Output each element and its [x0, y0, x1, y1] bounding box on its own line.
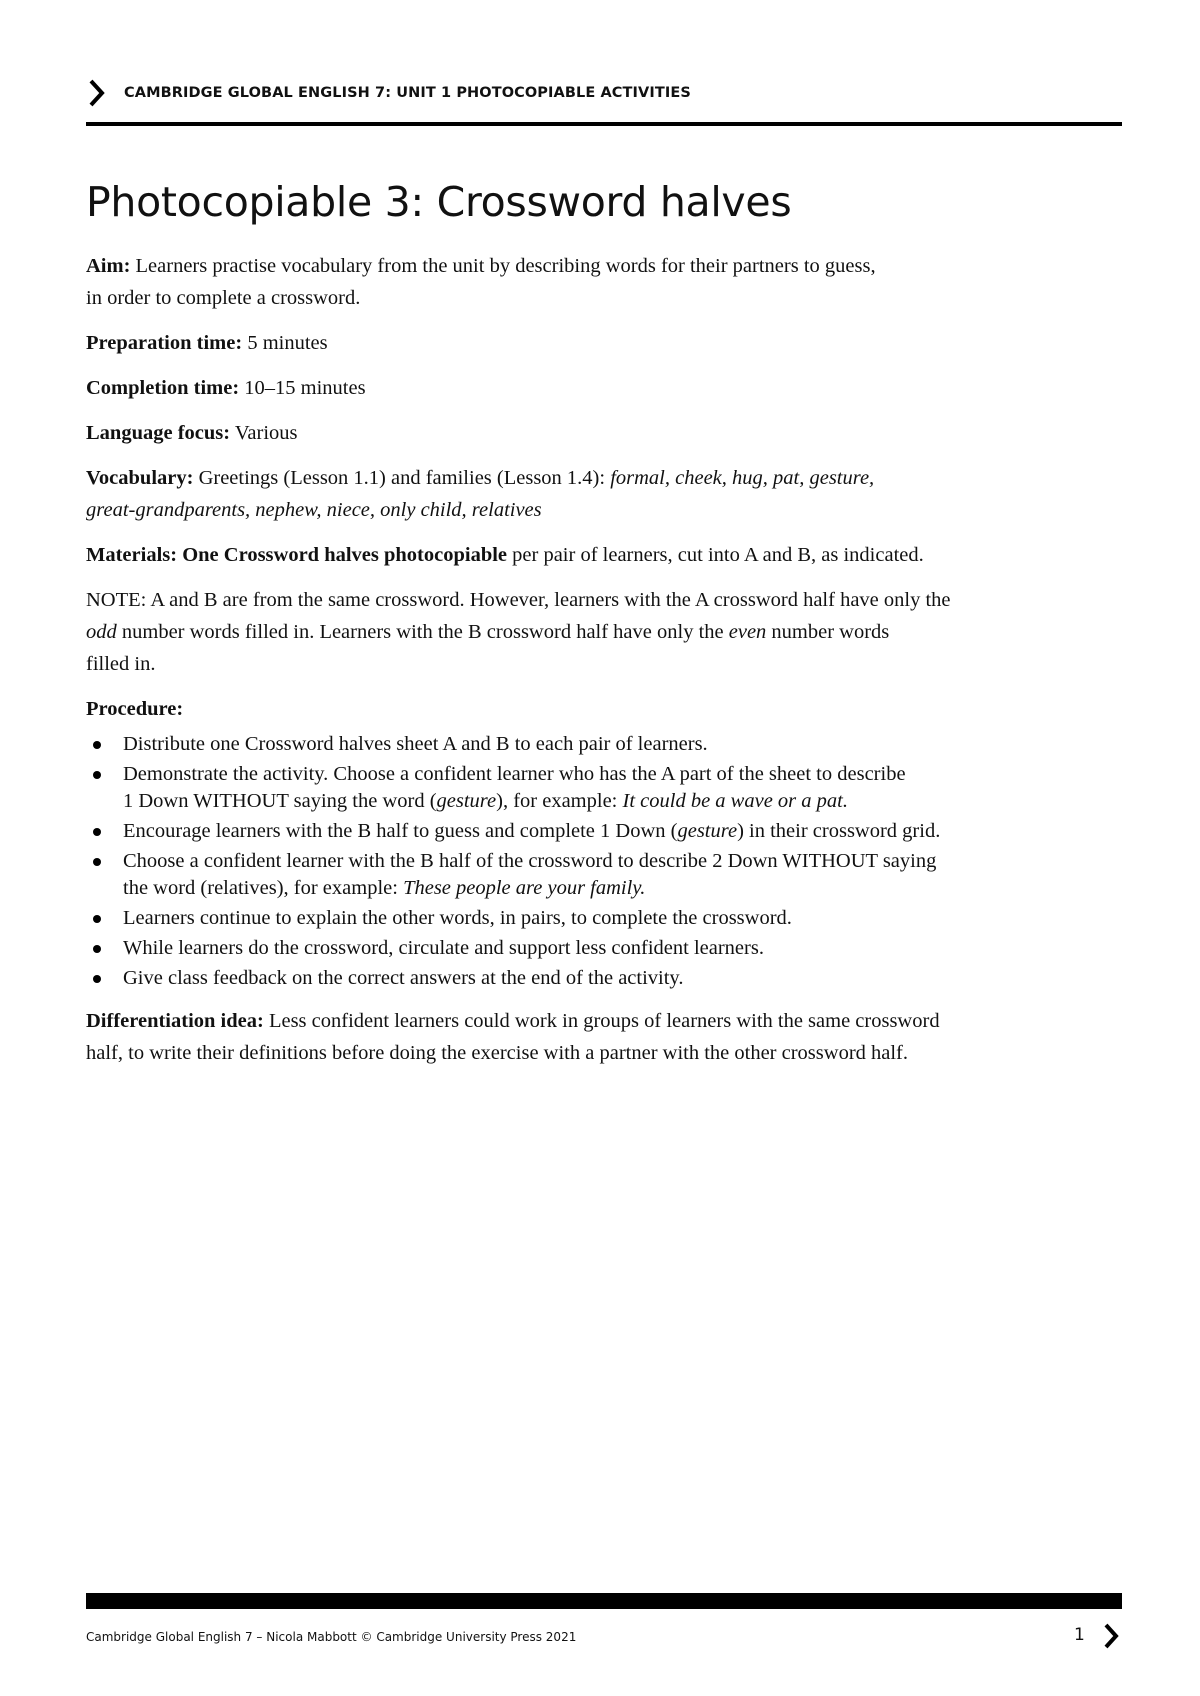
list-item [86, 818, 1126, 845]
vocabulary-words-1: formal, cheek, hug, pat, gesture, [610, 467, 875, 489]
procedure-item-line1: Choose a confident learner with the B half of the crossword to describe 2 Down WITHOUT saying [123, 850, 937, 872]
completion-label: Completion time: [86, 377, 240, 399]
differentiation-paragraph [86, 1005, 1126, 1069]
aim-paragraph [86, 250, 1126, 314]
procedure-heading [86, 693, 1126, 725]
footer-text: Cambridge Global English 7 – Nicola Mabbott © Cambridge University Press 2021 [86, 1630, 577, 1644]
procedure-item-text: Give class feedback on the correct answers at the end of the activity. [123, 967, 684, 989]
bullet-icon [93, 858, 101, 866]
running-header [86, 78, 1122, 118]
chevron-right-icon [86, 78, 108, 108]
procedure-item-pre: Encourage learners with the B half to guess and complete 1 Down ( [123, 820, 678, 842]
note-paragraph [86, 584, 1126, 680]
procedure-item-text: While learners do the crossword, circulate and support less confident learners. [123, 937, 764, 959]
materials-bold: Crossword halves photocopiable [223, 544, 508, 566]
header-rule [86, 122, 1122, 126]
procedure-item-example: These people are your family. [403, 877, 646, 899]
preparation-label: Preparation time: [86, 332, 243, 354]
differentiation-line1: Less confident learners could work in groups of learners with the same crossword [268, 1010, 940, 1032]
bullet-icon [93, 915, 101, 923]
differentiation-line2: half, to write their definitions before doing the exercise with a partner with the other crossword half. [86, 1042, 909, 1064]
bullet-icon [93, 828, 101, 836]
aim-label: Aim: [86, 255, 131, 277]
preparation-value: 5 minutes [247, 332, 328, 354]
materials-label: Materials: [86, 544, 178, 566]
procedure-item-pre: the word (relatives), for example: [123, 877, 398, 899]
procedure-item-pre: 1 Down WITHOUT saying the word ( [123, 790, 437, 812]
bullet-icon [93, 741, 101, 749]
note-text-2: number words filled in. Learners with the B crossword half have only the [121, 621, 724, 643]
procedure-label: Procedure: [86, 698, 184, 720]
procedure-item-italic: gesture [677, 820, 738, 842]
chevron-right-icon [1102, 1622, 1122, 1650]
procedure-item-mid: ), for example: [496, 790, 618, 812]
note-text-3: number words [771, 621, 890, 643]
header-text: CAMBRIDGE GLOBAL ENGLISH 7: UNIT 1 PHOTOCOPIABLE ACTIVITIES [124, 85, 691, 101]
vocabulary-paragraph [86, 462, 1126, 526]
completion-paragraph [86, 372, 1126, 404]
vocabulary-words-2: great-grandparents, nephew, niece, only child, relatives [86, 499, 542, 521]
note-text-1: NOTE: A and B are from the same crossword. However, learners with the A crossword half have only the [86, 589, 951, 611]
procedure-item-text: Distribute one Crossword halves sheet A and B to each pair of learners. [123, 733, 708, 755]
language-value: Various [234, 422, 298, 444]
aim-text-line2: in order to complete a crossword. [86, 287, 361, 309]
procedure-item-italic: gesture [436, 790, 497, 812]
list-item [86, 965, 1126, 992]
completion-value: 10–15 minutes [244, 377, 366, 399]
note-odd: odd [86, 621, 117, 643]
procedure-item-line1: Demonstrate the activity. Choose a confident learner who has the A part of the sheet to describe [123, 763, 906, 785]
materials-pre: One [182, 544, 219, 566]
list-item [86, 935, 1126, 962]
page-number: 1 [1074, 1625, 1085, 1645]
page-title: Photocopiable 3: Crossword halves [86, 178, 792, 226]
vocabulary-label: Vocabulary: [86, 467, 194, 489]
activity-body [86, 250, 1126, 1082]
bullet-icon [93, 771, 101, 779]
procedure-item-example: It could be a wave or a pat. [622, 790, 848, 812]
preparation-paragraph [86, 327, 1126, 359]
procedure-list [86, 731, 1126, 992]
vocabulary-text: Greetings (Lesson 1.1) and families (Lesson 1.4): [198, 467, 606, 489]
aim-text-line1: Learners practise vocabulary from the unit by describing words for their partners to guess, [135, 255, 876, 277]
note-text-4: filled in. [86, 653, 156, 675]
procedure-item-text: Learners continue to explain the other words, in pairs, to complete the crossword. [123, 907, 792, 929]
bullet-icon [93, 975, 101, 983]
list-item [86, 761, 1126, 815]
differentiation-label: Differentiation idea: [86, 1010, 264, 1032]
procedure-item-post: ) in their crossword grid. [737, 820, 941, 842]
footer-rule [86, 1593, 1122, 1609]
list-item [86, 731, 1126, 758]
list-item [86, 905, 1126, 932]
list-item [86, 848, 1126, 902]
materials-paragraph [86, 539, 1126, 571]
note-even: even [728, 621, 767, 643]
language-paragraph [86, 417, 1126, 449]
materials-post: per pair of learners, cut into A and B, as indicated. [512, 544, 924, 566]
language-label: Language focus: [86, 422, 231, 444]
bullet-icon [93, 945, 101, 953]
